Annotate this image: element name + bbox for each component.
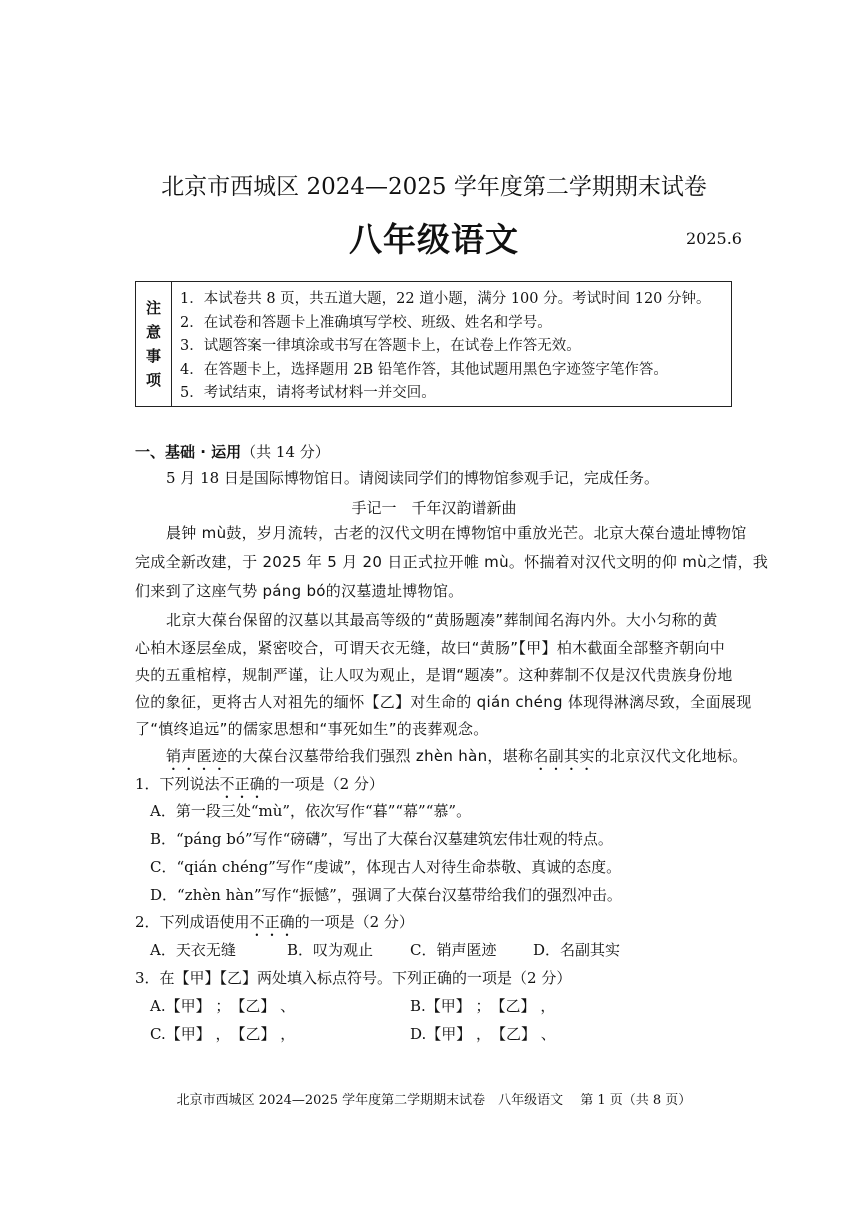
section-heading xyxy=(135,441,330,462)
notice-label-char: 意 xyxy=(145,323,161,341)
emphasized-char: 确 xyxy=(249,775,265,793)
notice-item: 4．在答题卡上，选择题用 2B 铅笔作答，其他试题用黑色字迹签字笔作答。 xyxy=(180,361,668,378)
emphasized-char: 不 xyxy=(249,913,265,931)
section-heading-label: 一、基础 · 运用 xyxy=(135,443,242,461)
question-3-option: D.【甲】 ， 【乙】 、 xyxy=(410,1025,556,1043)
emphasized-char: 匿 xyxy=(196,747,212,765)
emphasized-char: 声 xyxy=(181,747,197,765)
question-1-stem xyxy=(135,773,384,802)
emphasized-char: 实 xyxy=(579,747,595,765)
notice-item: 2．在试卷和答题卡上准确填写学校、班级、姓名和学号。 xyxy=(180,314,552,331)
emphasized-char: 副 xyxy=(548,747,564,765)
notice-item: 5．考试结束，请将考试材料一并交回。 xyxy=(180,385,436,402)
passage-line: 了“慎终追远”的儒家思想和“事死如生”的丧葬观念。 xyxy=(135,720,489,738)
question-3-stem: 3．在【甲】【乙】两处填入标点符号。下列正确的一项是（2 分） xyxy=(135,969,572,987)
question-2-option: B．叹为观止 xyxy=(287,941,374,959)
passage-line: 完成全新改建，于 2025 年 5 月 20 日正式拉开帷 mù。怀揣着对汉代文明的仰 mù之情，我 xyxy=(135,553,769,571)
page-footer: 北京市西城区 2024—2025 学年度第二学期期末试卷 八年级语文 第 1 页（共 8 页） xyxy=(176,1093,692,1108)
exam-title: 北京市西城区 2024—2025 学年度第二学期期末试卷 xyxy=(161,174,707,200)
question-1-option: B．“páng bó”写作“磅礴”，写出了大葆台汉墓建筑宏伟壮观的特点。 xyxy=(150,830,613,848)
question-2-option: D．名副其实 xyxy=(533,941,621,959)
notice-label-char: 项 xyxy=(145,371,161,389)
stem-text: 的一项是（2 分） xyxy=(264,775,384,793)
question-1-option: D．“zhèn hàn”写作“振憾”，强调了大葆台汉墓带给我们的强烈冲击。 xyxy=(150,886,622,904)
stem-text: 2．下列成语使用 xyxy=(135,913,250,931)
subject-title: 八年级语文 xyxy=(349,220,519,259)
question-2-stem xyxy=(135,911,414,940)
question-2-option: A．天衣无缝 xyxy=(150,941,236,959)
passage-line: 心柏木逐层垒成，紧密咬合，可谓天衣无缝，故曰“黄肠”【甲】柏木截面全部整齐朝向中 xyxy=(135,639,726,657)
question-1-option: C．“qián chéng”写作“虔诚”，体现古人对待生命恭敬、真诚的态度。 xyxy=(150,858,622,876)
passage-line: 们来到了这座气势 páng bó的汉墓遗址博物馆。 xyxy=(135,582,464,600)
notice-list xyxy=(180,288,711,406)
emphasized-char: 正 xyxy=(264,913,280,931)
note-title: 手记一 千年汉韵谱新曲 xyxy=(351,499,517,517)
notice-item: 3．试题答案一律填涂或书写在答题卡上，在试卷上作答无效。 xyxy=(180,338,581,355)
section-points: （共 14 分） xyxy=(241,443,330,461)
emphasized-char: 其 xyxy=(563,747,580,765)
notice-label xyxy=(136,282,172,406)
question-3-option: B.【甲】 ； 【乙】 ， xyxy=(410,997,556,1015)
passage-text: 的北京汉代文化地标。 xyxy=(594,747,748,765)
passage-line: 位的象征，更将古人对祖先的缅怀【乙】对生命的 qián chéng 体现得淋漓尽致，全面展现 xyxy=(135,693,752,711)
notice-label-char: 事 xyxy=(145,347,161,365)
notice-label-char: 注 xyxy=(145,299,161,317)
exam-date: 2025.6 xyxy=(686,229,742,248)
stem-text: 的一项是（2 分） xyxy=(294,913,414,931)
passage-text: 的大葆台汉墓带给我们强烈 zhèn hàn，堪称 xyxy=(227,747,534,765)
question-2-option: C．销声匿迹 xyxy=(410,941,497,959)
emphasized-char: 正 xyxy=(234,775,250,793)
notice-item: 1．本试卷共 8 页，共五道大题，22 道小题，满分 100 分。考试时间 120 分钟。 xyxy=(180,291,711,307)
section-intro: 5 月 18 日是国际博物馆日。请阅读同学们的博物馆参观手记，完成任务。 xyxy=(166,469,659,487)
stem-text: 1．下列说法 xyxy=(135,775,220,793)
passage-line: 晨钟 mù鼓，岁月流转，古老的汉代文明在博物馆中重放光芒。北京大葆台遗址博物馆 xyxy=(166,524,747,542)
emphasized-char: 销 xyxy=(166,747,182,765)
emphasized-char: 不 xyxy=(219,775,235,793)
question-1-option: A．第一段三处“mù”，依次写作“暮”“幕”“慕”。 xyxy=(150,802,472,820)
emphasized-char: 确 xyxy=(279,913,295,931)
emphasized-char: 迹 xyxy=(211,747,228,765)
question-3-option: A.【甲】 ； 【乙】 、 xyxy=(150,997,296,1015)
emphasized-char: 名 xyxy=(533,747,549,765)
passage-line-last xyxy=(166,745,748,774)
question-3-option: C.【甲】 ， 【乙】 ， xyxy=(150,1025,296,1043)
passage-line: 央的五重棺椁，规制严谨，让人叹为观止，是谓“题凑”。这种葬制不仅是汉代贵族身份地 xyxy=(135,666,733,684)
passage-line: 北京大葆台保留的汉墓以其最高等级的“黄肠题凑”葬制闻名海内外。大小匀称的黄 xyxy=(166,611,718,629)
notice-box xyxy=(135,281,732,407)
